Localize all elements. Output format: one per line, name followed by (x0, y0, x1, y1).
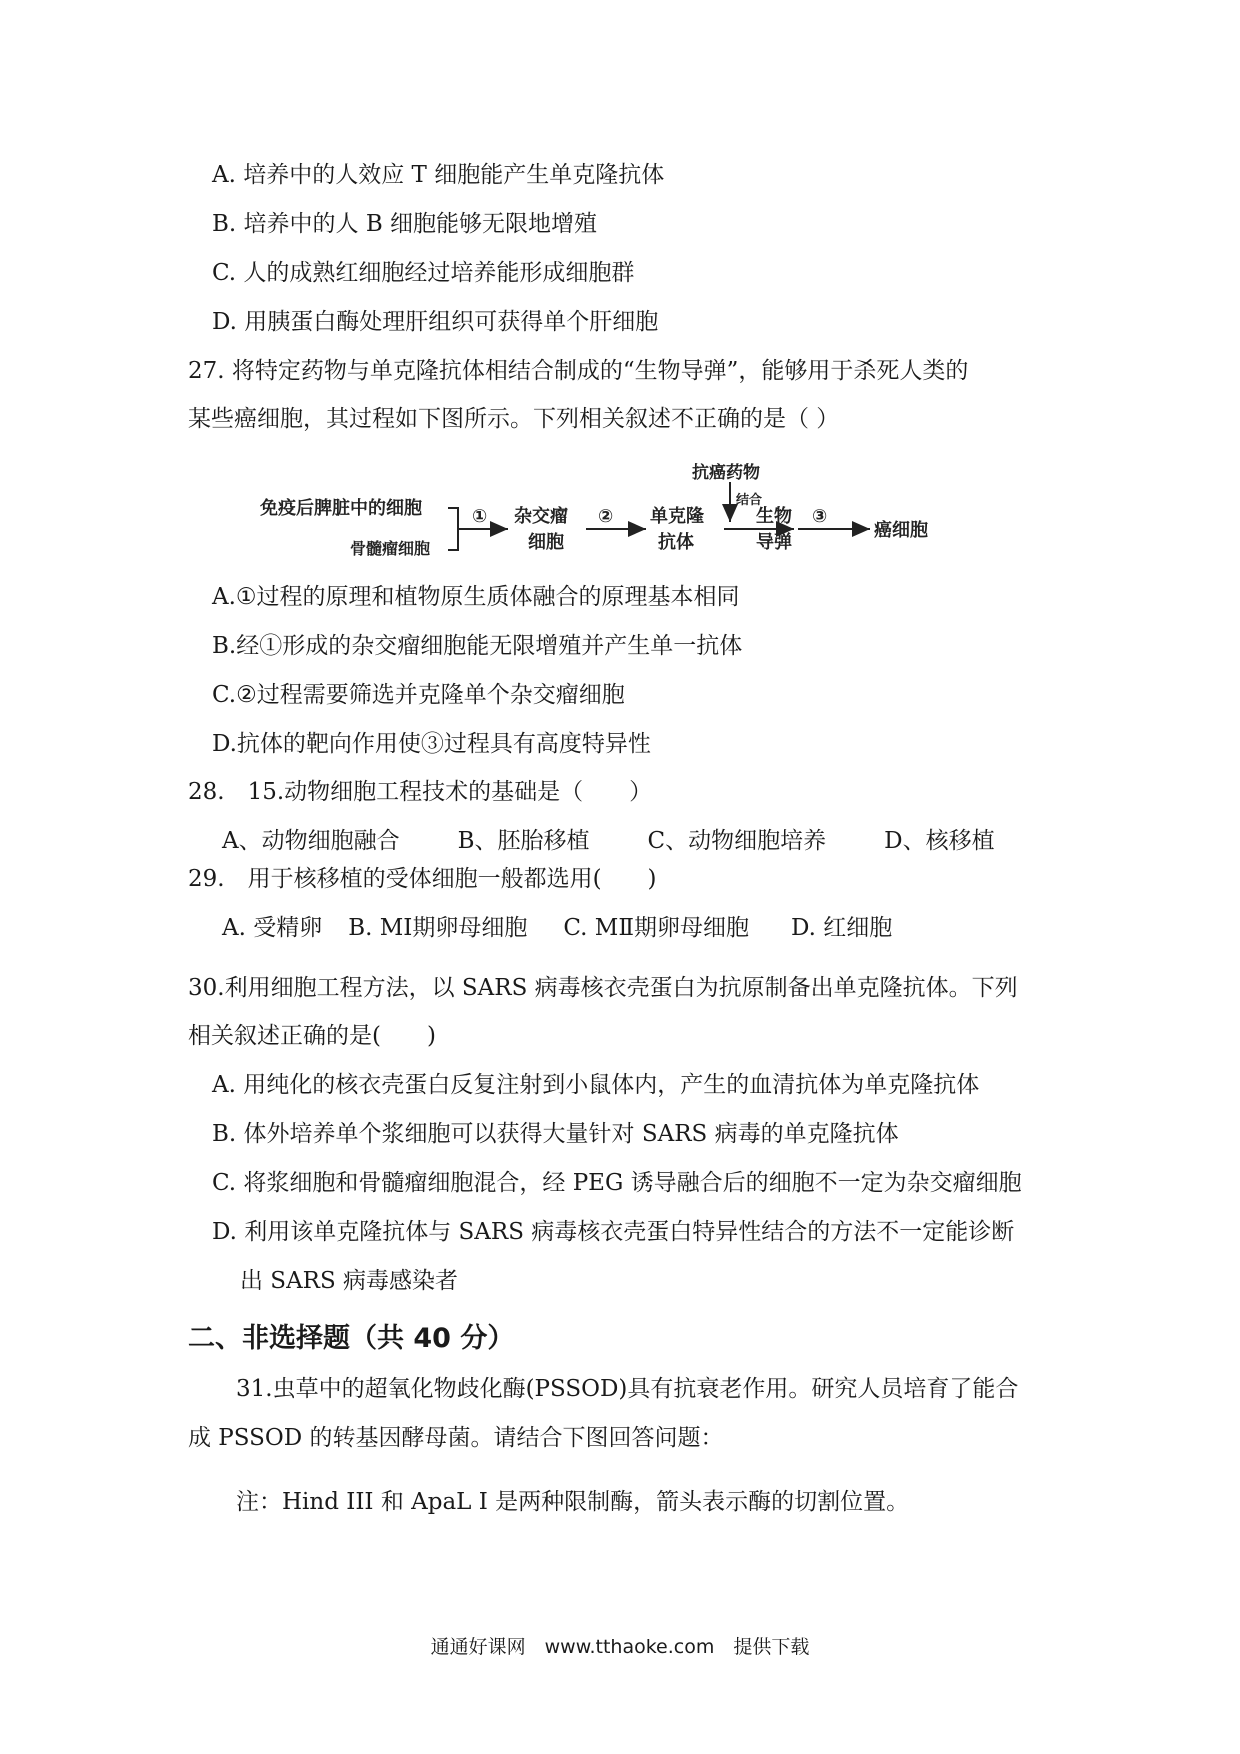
q28-option-c: C、动物细胞培养 (647, 828, 827, 854)
diagram-combine-label: 结合 (736, 493, 763, 508)
q26-option-b: B. 培养中的人 B 细胞能够无限地增殖 (212, 211, 598, 237)
diagram-mab-2: 抗体 (658, 532, 694, 553)
q29-options (222, 913, 950, 943)
q28-option-a: A、动物细胞融合 (222, 828, 400, 854)
diagram-step-1: ① (472, 506, 488, 527)
q31-stem-line1: 31.虫草中的超氧化物歧化酶(PSSOD)具有抗衰老作用。研究人员培育了能合 (236, 1376, 1019, 1402)
q27-option-d: D.抗体的靶向作用使③过程具有高度特异性 (212, 731, 651, 757)
q29-option-b: B. MⅠ期卵母细胞 (348, 915, 528, 941)
diagram-step-2: ② (598, 506, 614, 527)
diagram-input-spleen-cells: 免疫后脾脏中的细胞 (260, 498, 422, 519)
diagram-cancer-cell: 癌细胞 (874, 520, 928, 541)
q28-option-d: D、核移植 (884, 828, 995, 854)
q31-note: 注：Hind III 和 ApaL I 是两种限制酶，箭头表示酶的切割位置。 (236, 1489, 910, 1515)
diagram-hybridoma-2: 细胞 (528, 532, 564, 553)
q27-option-b: B.经①形成的杂交瘤细胞能无限增殖并产生单一抗体 (212, 633, 743, 659)
q31-stem-line2: 成 PSSOD 的转基因酵母菌。请结合下图回答问题： (188, 1425, 724, 1451)
q27-option-a: A.①过程的原理和植物原生质体融合的原理基本相同 (212, 584, 740, 610)
q30-option-a: A. 用纯化的核衣壳蛋白反复注射到小鼠体内，产生的血清抗体为单克隆抗体 (212, 1072, 980, 1098)
diagram-step-3: ③ (812, 506, 828, 527)
q26-option-d: D. 用胰蛋白酶处理肝组织可获得单个肝细胞 (212, 309, 659, 335)
q29-option-c: C. MⅡ期卵母细胞 (563, 915, 749, 941)
q28-stem: 28. 15.动物细胞工程技术的基础是（ ） (188, 779, 653, 805)
q30-stem-line2: 相关叙述正确的是( ) (188, 1023, 436, 1049)
q30-option-b: B. 体外培养单个浆细胞可以获得大量针对 SARS 病毒的单克隆抗体 (212, 1121, 899, 1147)
q26-option-c: C. 人的成熟红细胞经过培养能形成细胞群 (212, 260, 635, 286)
diagram-mab-1: 单克隆 (650, 506, 704, 527)
antibody-process-diagram (260, 462, 940, 572)
q27-stem-line1: 27. 将特定药物与单克隆抗体相结合制成的“生物导弹”，能够用于杀死人类的 (188, 358, 969, 384)
page-footer: 通通好课网 www.tthaoke.com 提供下载 (430, 1636, 810, 1658)
diagram-missile-2: 导弹 (756, 532, 792, 553)
q29-stem: 29. 用于核移植的受体细胞一般都选用( ) (188, 866, 657, 892)
diagram-missile-1: 生物 (756, 506, 792, 527)
q27-option-c: C.②过程需要筛选并克隆单个杂交瘤细胞 (212, 682, 625, 708)
diagram-input-myeloma-cells: 骨髓瘤细胞 (350, 539, 431, 558)
q29-option-a: A. 受精卵 (222, 915, 323, 941)
q27-stem-line2: 某些癌细胞，其过程如下图所示。下列相关叙述不正确的是（ ） (188, 406, 840, 432)
q28-options (222, 826, 1053, 856)
q29-option-d: D. 红细胞 (791, 915, 893, 941)
section-2-title: 二、非选择题（共 40 分） (188, 1323, 515, 1354)
diagram-anticancer-drug: 抗癌药物 (692, 463, 760, 483)
q30-stem-line1: 30.利用细胞工程方法，以 SARS 病毒核衣壳蛋白为抗原制备出单克隆抗体。下列 (188, 975, 1018, 1001)
q30-option-c: C. 将浆细胞和骨髓瘤细胞混合，经 PEG 诱导融合后的细胞不一定为杂交瘤细胞 (212, 1170, 1022, 1196)
q28-option-b: B、胚胎移植 (457, 828, 590, 854)
diagram-hybridoma-1: 杂交瘤 (514, 506, 568, 527)
q30-option-d-line2: 出 SARS 病毒感染者 (240, 1268, 459, 1294)
q30-option-d-line1: D. 利用该单克隆抗体与 SARS 病毒核衣壳蛋白特异性结合的方法不一定能诊断 (212, 1219, 1015, 1245)
q26-option-a: A. 培养中的人效应 T 细胞能产生单克隆抗体 (212, 162, 665, 188)
